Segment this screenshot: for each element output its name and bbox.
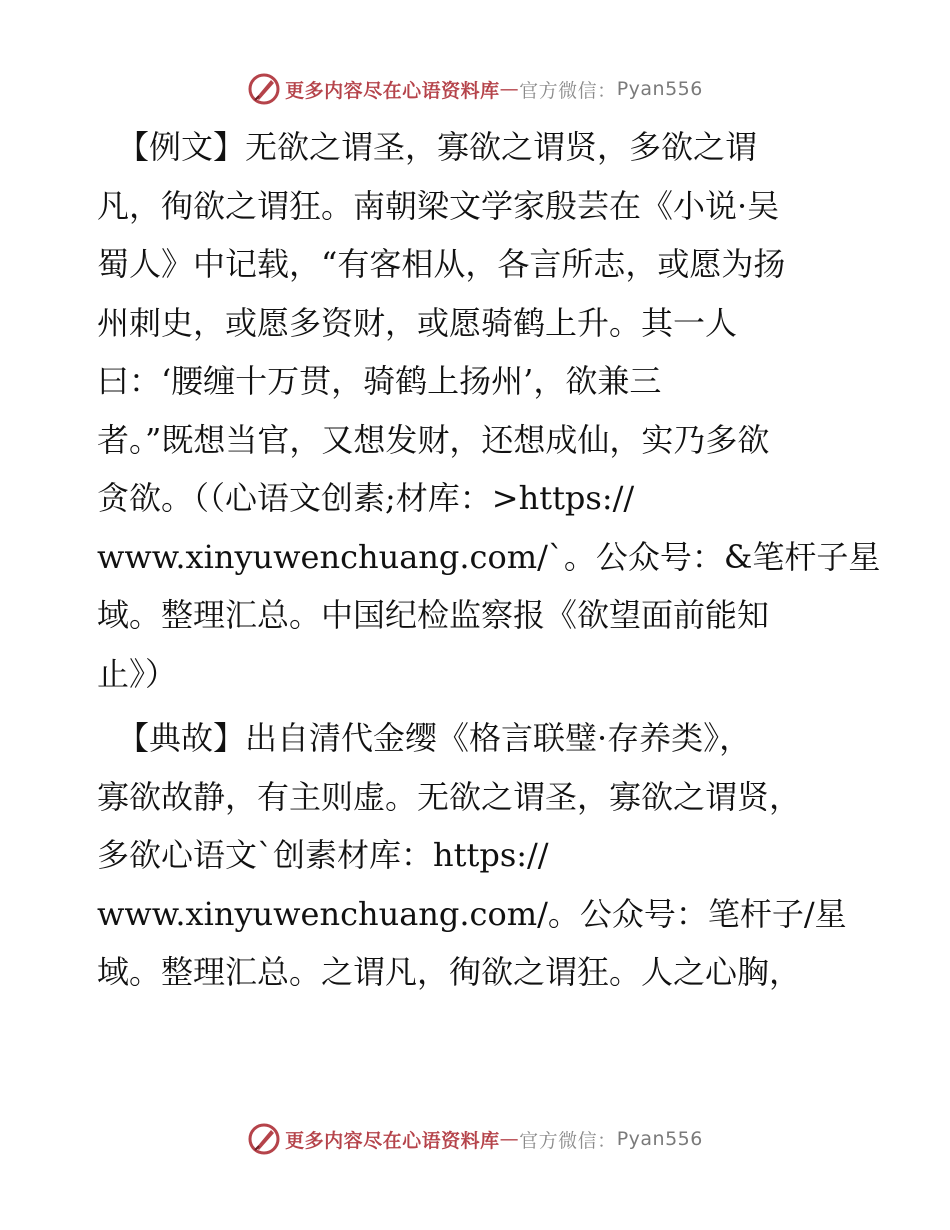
text-line: www.xinyuwenchuang.com/。公众号：笔杆子/星 [97,894,847,933]
text-line: 域。整理汇总。中国纪检监察报《欲望面前能知 [97,596,770,634]
text-line: 止》） [97,654,178,693]
watermark-dash: — [499,1128,520,1150]
text-line: 蜀人》中记载，“有客相从，各言所志，或愿为扬 [97,245,786,283]
watermark-brand-text: 更多内容尽在心语资料库 [285,79,500,102]
text-line: 多欲心语文`创素材库：https:// [97,836,549,874]
text-line: 者。”既想当官，又想发财，还想成仙，实乃多欲 [97,420,770,459]
text-line: 曰：‘腰缠十万贯，骑鹤上扬州’，欲兼三 [97,362,662,400]
watermark-wechat-id: Pyan556 [616,78,703,100]
paragraph-example [97,118,881,703]
text-line: 州刺史，或愿多资财，或愿骑鹤上升。其一人 [97,303,738,342]
text-line: 寡欲故静，有主则虚。无欲之谓圣，寡欲之谓贤， [97,777,802,816]
text-line: 【典故】出自清代金缨《格言联璧·存养类》， [117,719,752,757]
watermark-wechat-label: 官方微信： [519,1129,617,1152]
document-body [97,118,881,1002]
text-line: 【例文】无欲之谓圣，寡欲之谓贤，多欲之谓 [117,128,758,166]
header-watermark [0,72,950,106]
text-line: www.xinyuwenchuang.com/`。公众号：&笔杆子星 [97,537,881,576]
text-line: 凡，徇欲之谓狂。南朝梁文学家殷芸在《小说·吴 [97,186,780,225]
text-line: 贪欲。（（心语文创素;材库：>https:// [97,479,635,517]
watermark-wechat-id: Pyan556 [616,1128,703,1150]
footer-watermark [0,1122,950,1156]
watermark-dash: — [499,78,520,100]
watermark-wechat-label: 官方微信： [519,79,617,102]
watermark-brand-text: 更多内容尽在心语资料库 [285,1129,500,1152]
quill-logo-icon [247,72,281,106]
quill-logo-icon [247,1122,281,1156]
paragraph-allusion [97,709,857,1002]
text-line: 域。整理汇总。之谓凡，徇欲之谓狂。人之心胸， [97,953,802,991]
